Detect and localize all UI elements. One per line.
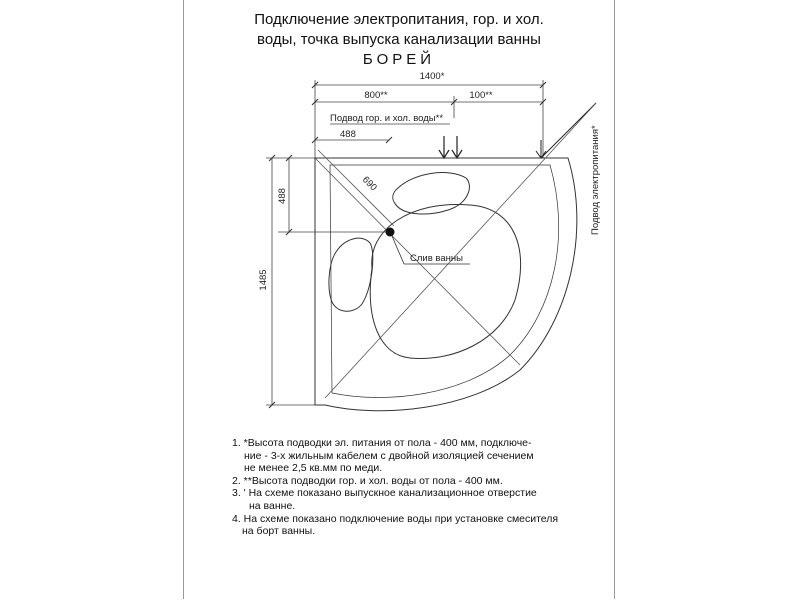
power-supply-line xyxy=(536,103,596,158)
note-line: ние - 3-х жильным кабелем с двойной изоляцией сечением xyxy=(244,449,534,462)
power-supply-label: Подвод электропитания* xyxy=(590,125,601,235)
bathtub-basin xyxy=(370,204,520,358)
dim-488-horizontal-label: 488 xyxy=(340,129,356,140)
bathtub-outline xyxy=(315,158,577,411)
dim-690-label: 690 xyxy=(359,174,379,194)
dim-488-vertical-label: 488 xyxy=(277,188,288,204)
note-line: 3. ' На схеме показано выпускное канализационное отверстие xyxy=(232,487,537,500)
installation-notes xyxy=(232,437,602,538)
dim-100-label: 100** xyxy=(469,90,493,101)
dim-800-label: 800** xyxy=(364,90,388,101)
diagonal-bl-tr xyxy=(325,103,596,398)
note-line: 4. На схеме показано подключение воды при установке смесителя xyxy=(232,512,559,525)
drain-label: Слив ванны xyxy=(410,253,463,264)
note-line: на ванне. xyxy=(249,499,296,512)
dim-690-line xyxy=(318,150,394,226)
headrest-left xyxy=(329,238,373,311)
bathtub-outer-contour xyxy=(315,158,577,411)
model-name: БОРЕЙ xyxy=(362,51,436,68)
note-line: 1. *Высота подводки эл. питания от пола - 400 мм, подключе- xyxy=(232,437,532,449)
note-line: 2. **Высота подводки гор. и хол. воды от пола - 400 мм. xyxy=(232,474,503,487)
dim-1485-label: 1485 xyxy=(258,269,269,291)
water-supply-label: Подвод гор. и хол. воды** xyxy=(330,113,444,124)
headrest-upper xyxy=(393,173,470,214)
note-line: не менее 2,5 кв.мм по меди. xyxy=(244,462,383,475)
note-line: на борт ванны. xyxy=(242,525,316,538)
water-supply-pipes xyxy=(439,136,462,158)
dim-1400-label: 1400* xyxy=(419,71,445,82)
bathtub-inner-rim xyxy=(330,165,559,397)
title-line-1: Подключение электропитания, гор. и хол. xyxy=(254,11,544,28)
title-line-2: воды, точка выпуска канализации ванны xyxy=(257,31,541,48)
